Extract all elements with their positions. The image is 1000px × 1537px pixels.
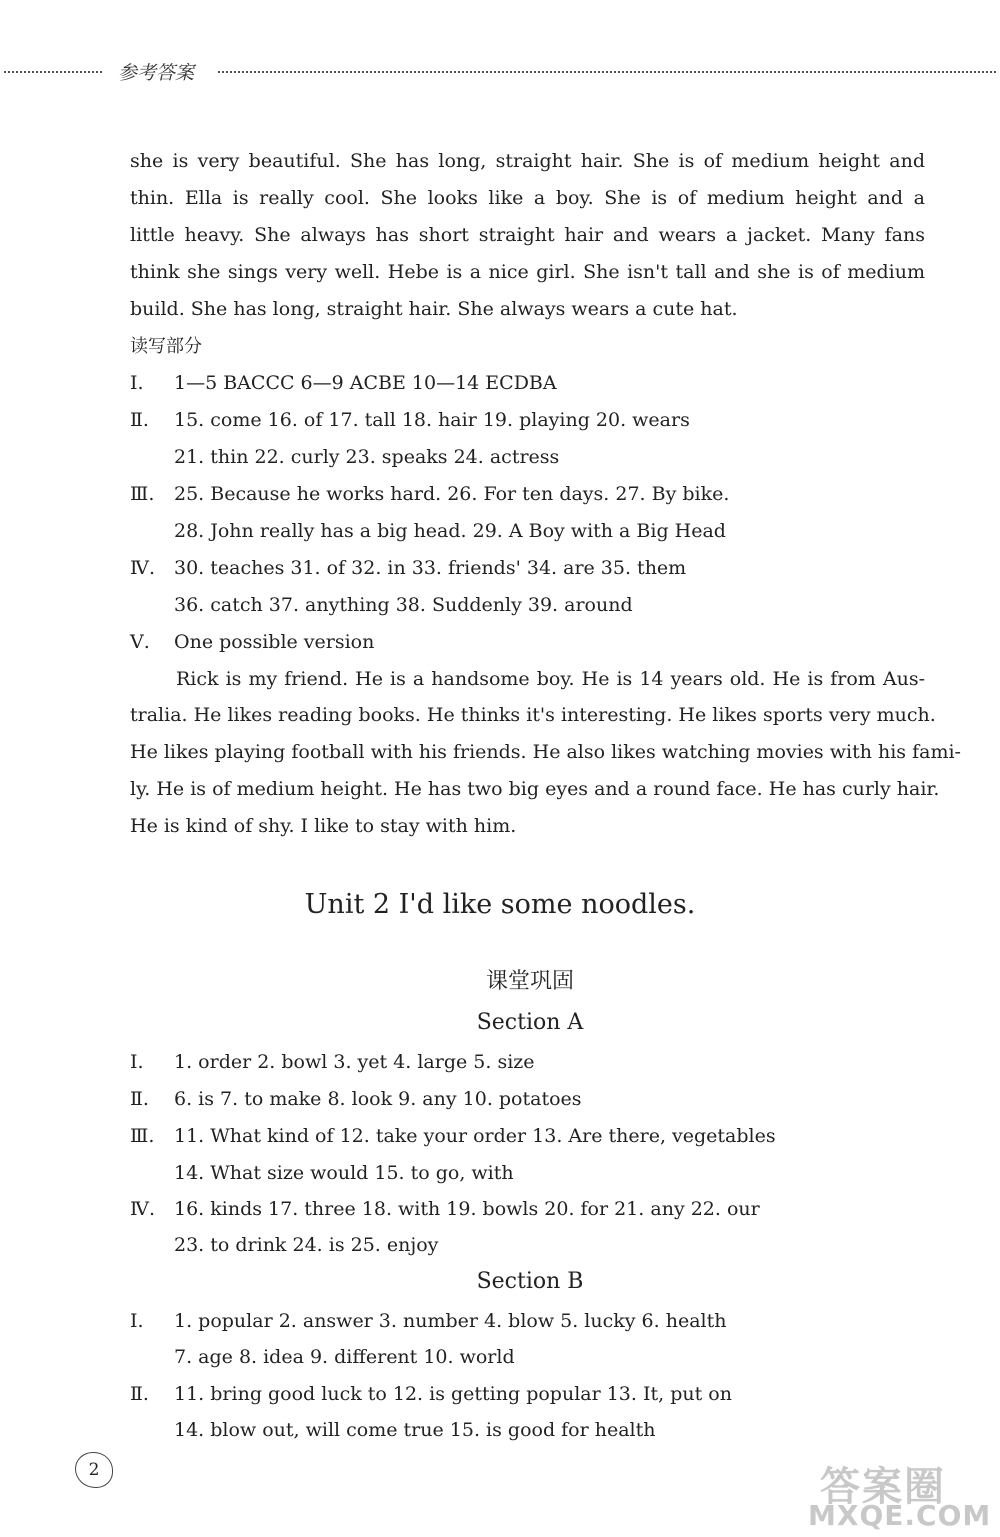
item-text: 30. teaches 31. of 32. in 33. friends' 34. are 35. them: [174, 557, 687, 579]
page-number: 2: [75, 1452, 113, 1488]
item-numeral: Ⅰ.: [130, 1310, 144, 1332]
answer-item: [130, 627, 925, 657]
item-numeral: Ⅰ.: [130, 372, 144, 394]
answer-item: [130, 1047, 925, 1077]
answer-item: [130, 1306, 925, 1336]
item-text: 1. popular 2. answer 3. number 4. blow 5. lucky 6. health: [174, 1310, 727, 1332]
answer-item: [130, 368, 925, 398]
essay-line: ly. He is of medium height. He has two big eyes and a round face. He has curly hair.: [130, 778, 940, 800]
passage-line: think she sings very well. Hebe is a nice girl. She isn't tall and she is of medium: [130, 261, 925, 283]
essay-line: He likes playing football with his friends. He also likes watching movies with his fami-: [130, 741, 961, 763]
answer-item: [130, 1379, 925, 1409]
item-text: 1—5 BACCC 6—9 ACBE 10—14 ECDBA: [174, 372, 557, 394]
item-numeral: Ⅱ.: [130, 1088, 149, 1110]
answer-item: [130, 1194, 925, 1224]
item-numeral: Ⅱ.: [130, 409, 149, 431]
answer-item-continuation: 23. to drink 24. is 25. enjoy: [174, 1234, 439, 1256]
item-text: 6. is 7. to make 8. look 9. any 10. potatoes: [174, 1088, 582, 1110]
item-text: 11. What kind of 12. take your order 13. Are there, vegetables: [174, 1125, 776, 1147]
item-numeral: Ⅰ.: [130, 1051, 144, 1073]
item-text: 15. come 16. of 17. tall 18. hair 19. playing 20. wears: [174, 409, 690, 431]
passage-line: she is very beautiful. She has long, straight hair. She is of medium height and: [130, 150, 925, 172]
answer-item-continuation: 28. John really has a big head. 29. A Boy with a Big Head: [174, 520, 726, 542]
item-numeral: Ⅲ.: [130, 1125, 155, 1147]
passage-line: build. She has long, straight hair. She always wears a cute hat.: [130, 298, 738, 320]
answer-item: [130, 1121, 925, 1151]
unit-title: Unit 2 I'd like some noodles.: [304, 889, 696, 920]
unit-subtitle: 课堂巩固: [485, 969, 574, 994]
essay-line: tralia. He likes reading books. He thinks it's interesting. He likes sports very much.: [130, 704, 936, 726]
item-numeral: Ⅲ.: [130, 483, 155, 505]
passage-line: thin. Ella is really cool. She looks like a boy. She is of medium height and a: [130, 187, 925, 209]
item-text: 1. order 2. bowl 3. yet 4. large 5. size: [174, 1051, 535, 1073]
item-numeral: Ⅱ.: [130, 1383, 149, 1405]
item-text: 25. Because he works hard. 26. For ten days. 27. By bike.: [174, 483, 730, 505]
passage-line: little heavy. She always has short straight hair and wears a jacket. Many fans: [130, 224, 925, 246]
section-heading-reading-writing: 读写部分: [130, 336, 202, 357]
answer-item-continuation: 36. catch 37. anything 38. Suddenly 39. around: [174, 594, 633, 616]
item-text: 16. kinds 17. three 18. with 19. bowls 20. for 21. any 22. our: [174, 1198, 760, 1220]
section-b-title: Section B: [476, 1269, 584, 1294]
answer-item: [130, 553, 925, 583]
essay-line: He is kind of shy. I like to stay with him.: [130, 815, 517, 837]
header-dotted-rule-right: [218, 71, 996, 73]
answer-item-continuation: 7. age 8. idea 9. different 10. world: [174, 1346, 515, 1368]
item-numeral: Ⅳ.: [130, 1198, 156, 1220]
watermark-text-cn: 答案圈: [820, 1464, 946, 1510]
item-numeral: Ⅴ.: [130, 631, 150, 653]
item-text: One possible version: [174, 631, 375, 653]
page-header: [0, 56, 1000, 90]
item-text: 11. bring good luck to 12. is getting popular 13. It, put on: [174, 1383, 732, 1405]
section-a-title: Section A: [476, 1010, 584, 1035]
header-dotted-rule-left: [4, 71, 102, 73]
answer-item-continuation: 21. thin 22. curly 23. speaks 24. actress: [174, 446, 560, 468]
header-title: 参考答案: [118, 62, 195, 84]
answer-item: [130, 479, 925, 509]
watermark-text-en: MXQE.COM: [808, 1499, 992, 1532]
answer-item: [130, 1084, 925, 1114]
watermark-logo: [800, 1455, 995, 1533]
essay-line: Rick is my friend. He is a handsome boy. He is 14 years old. He is from Aus-: [176, 668, 925, 690]
answer-item: [130, 405, 925, 435]
answer-item-continuation: 14. blow out, will come true 15. is good for health: [174, 1419, 656, 1441]
answer-item-continuation: 14. What size would 15. to go, with: [174, 1162, 514, 1184]
item-numeral: Ⅳ.: [130, 557, 156, 579]
